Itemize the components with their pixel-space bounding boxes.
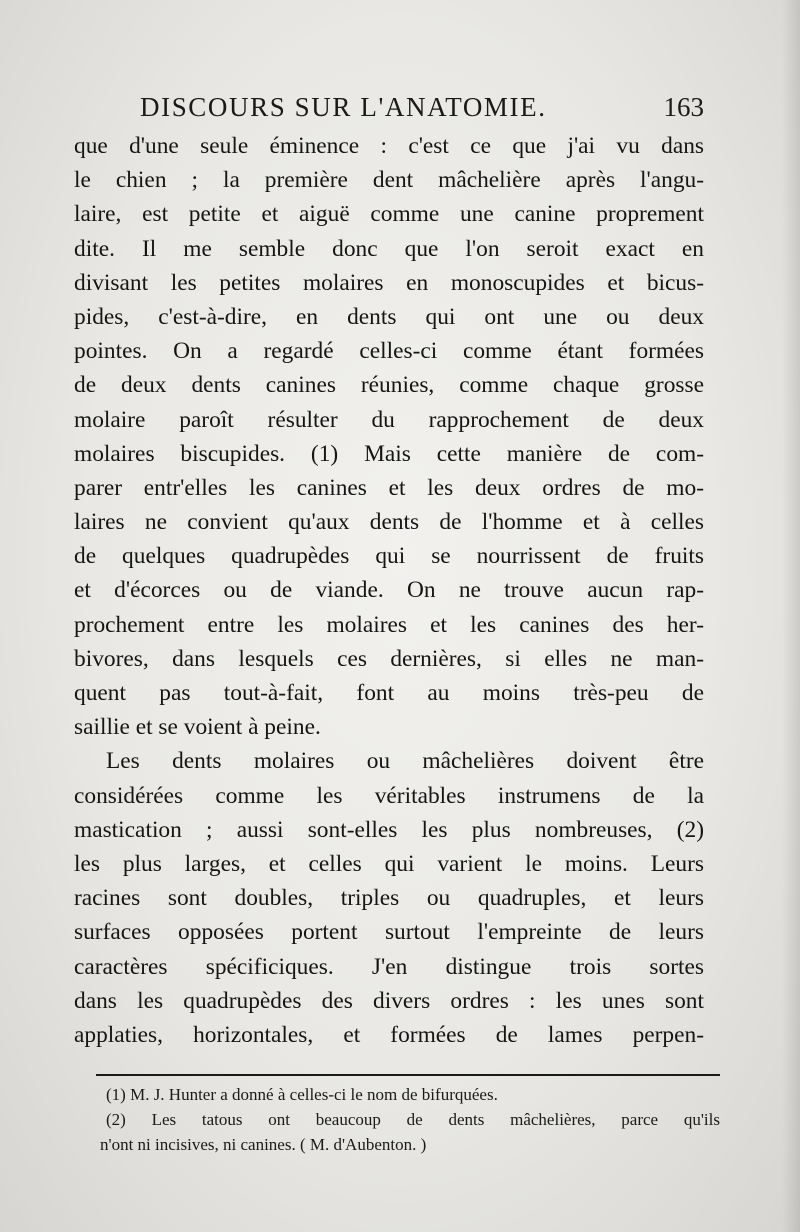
text-line: racines sont doubles, triples ou quadruples, et leurs — [74, 885, 704, 912]
text-line: parer entr'elles les canines et les deux ordres de mo- — [74, 474, 704, 501]
text-line: les plus larges, et celles qui varient le moins. Leurs — [74, 850, 704, 877]
text-line: de deux dents canines réunies, comme chaque grosse — [74, 372, 704, 399]
page-edge-shadow — [782, 0, 800, 1232]
text-line: bivores, dans lesquels ces dernières, si elles ne man- — [74, 645, 704, 672]
text-line: caractères spécificiques. J'en distingue trois sortes — [74, 953, 704, 980]
running-head-title: DISCOURS SUR L'ANATOMIE. — [140, 92, 547, 122]
text-line: saillie et se voient à peine. — [74, 714, 321, 741]
main-text — [74, 129, 704, 1052]
text-line: pides, c'est-à-dire, en dents qui ont une ou deux — [74, 303, 704, 330]
text-line: laires ne convient qu'aux dents de l'homme et à celles — [74, 509, 704, 536]
footnotes — [100, 1082, 720, 1157]
running-head — [95, 88, 710, 128]
text-line: mastication ; aussi sont-elles les plus nombreuses, (2) — [74, 816, 704, 843]
footnote-rule — [96, 1074, 720, 1076]
footnote-2: (2) Les tatous ont beaucoup de dents mâchelières, parce qu'ils — [106, 1110, 720, 1129]
text-line: Les dents molaires ou mâchelières doivent être — [106, 748, 704, 775]
footnote-2-continuation: n'ont ni incisives, ni canines. ( M. d'Aubenton. ) — [100, 1135, 427, 1154]
footnote-1: (1) M. J. Hunter a donné à celles-ci le nom de bifurquées. — [106, 1085, 498, 1104]
text-line: prochement entre les molaires et les canines des her- — [74, 611, 704, 638]
text-line: dans les quadrupèdes des divers ordres : les unes sont — [74, 987, 704, 1014]
text-line: et d'écorces ou de viande. On ne trouve aucun rap- — [74, 577, 704, 604]
text-line: molaires biscupides. (1) Mais cette manière de com- — [74, 440, 704, 467]
text-line: pointes. On a regardé celles-ci comme étant formées — [74, 338, 704, 365]
text-line: molaire paroît résulter du rapprochement de deux — [74, 406, 704, 433]
text-line: applaties, horizontales, et formées de lames perpen- — [74, 1021, 704, 1048]
text-line: laire, est petite et aiguë comme une canine proprement — [74, 201, 704, 228]
text-line: considérées comme les véritables instrumens de la — [74, 782, 704, 809]
text-line: que d'une seule éminence : c'est ce que j'ai vu dans — [74, 133, 704, 159]
page-number: 163 — [663, 92, 704, 122]
text-line: dite. Il me semble donc que l'on seroit exact en — [74, 235, 704, 262]
text-line: le chien ; la première dent mâchelière après l'angu- — [74, 167, 704, 194]
text-line: de quelques quadrupèdes qui se nourrissent de fruits — [74, 543, 704, 570]
text-line: quent pas tout-à-fait, font au moins très-peu de — [74, 680, 704, 706]
text-line: divisant les petites molaires en monoscupides et bicus- — [74, 269, 704, 296]
text-line: surfaces opposées portent surtout l'empreinte de leurs — [74, 919, 704, 946]
